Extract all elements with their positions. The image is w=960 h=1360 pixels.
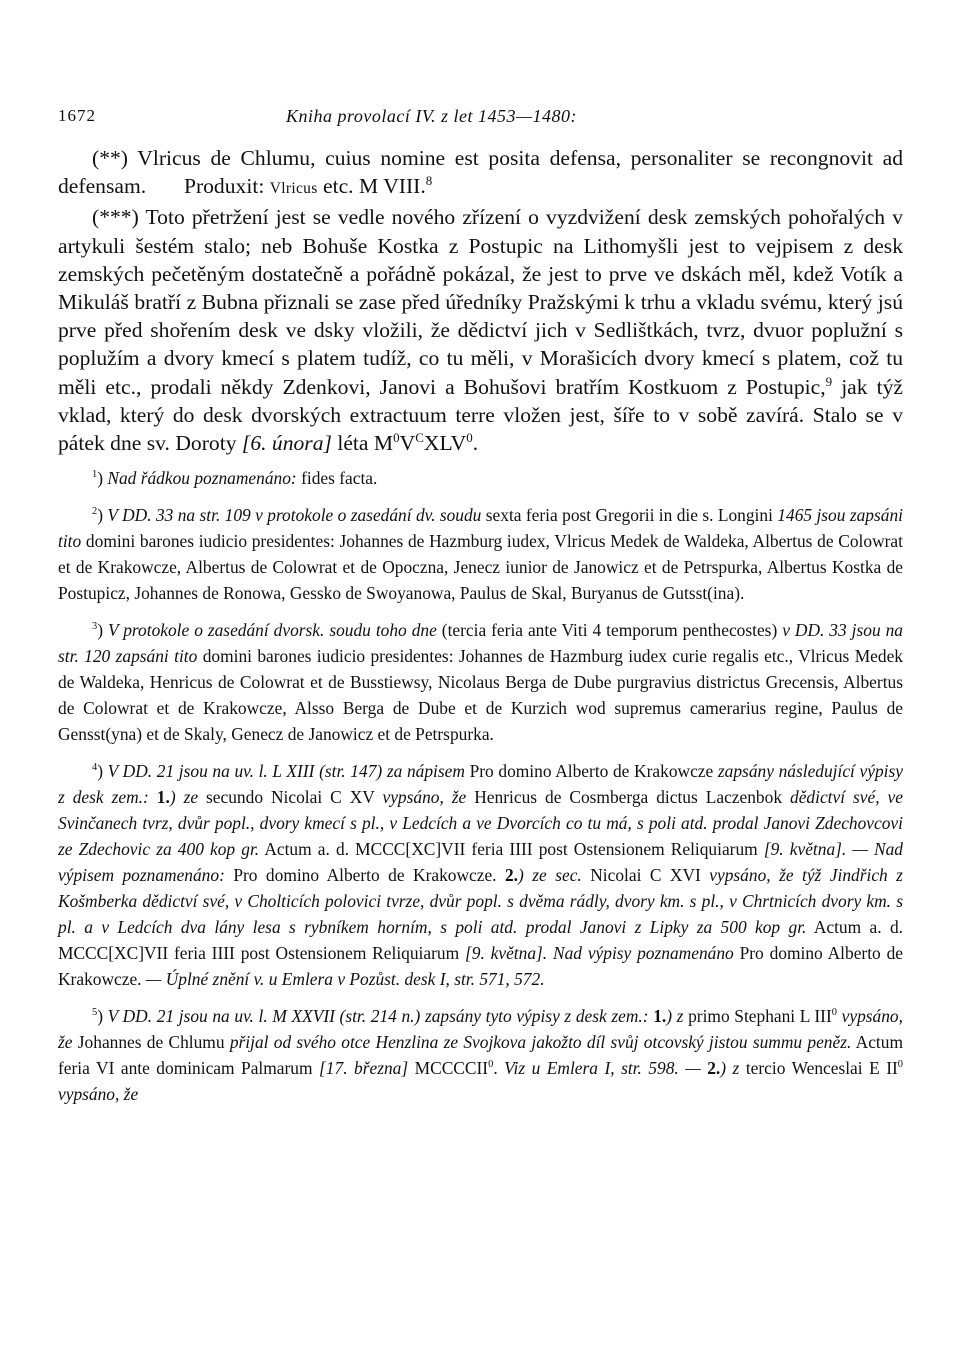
produxit-rest: etc. M VIII.	[323, 174, 426, 199]
footnote-italic: zapsány následující výpisy z desk zem.:	[58, 761, 903, 808]
footnote-1: $^1$) Nad řádkou poznamenáno: fides facta.	[92, 468, 378, 489]
year-text: léta M	[337, 431, 394, 456]
footnote-italic: ) ze	[169, 787, 199, 808]
footnote-number: 1	[92, 469, 98, 481]
footnote-italic: 1465 jsou zapsáni tito	[58, 505, 903, 552]
footnote-italic: V DD. 21 jsou na uv. l. L XIII (str. 147) za nápisem	[107, 761, 465, 782]
footnote-text: Actum feria VI ante dominicam Palmarum	[58, 1032, 903, 1079]
page-number: 1672	[58, 106, 96, 125]
footnote-italic: dědictví své, ve Svinčanech tvrz, dvůr popl., dvory kmecí s pl., v Ledcích a ve Dvorcích co tu má, s poli atd. prodal Janovi Zdechovcovi ze Zdechovic za 400 kop gr.	[58, 787, 903, 860]
footnote-italic: Nad řádkou poznamenáno:	[107, 468, 297, 489]
superscript: 0	[831, 1007, 837, 1019]
footnote-italic: ) z	[666, 1006, 684, 1027]
paragraph-text: Toto přetržení jest se vedle nového zřízení o vyzdvižení desk zemských pohořalých v artykuli šestém stalo; neb Bohuše Kostka z Postupic na Lithomyšli jest to vejpisem z desk zemských pečetěným dostatečně a pořádně pokázal, že jest to prve ve dskách měl, kdež Votík a Mikuláš bratří z Bubna přiznali se zase před úředníky Pražskými k trhu a vkladu svému, který jsú prve před shořením desk ve dsky vložili, že dědictví jich v Sedlištkách, tvrz, dvuor poplužní s poplužím a dvory kmecí s platem tudíž, co tu měli, v Morašicích dvory kmecí s platem, což tu měli etc., prodali někdy Zdenkovi, Janovi a Bohušovi bratřím Kostkuom z Postupic,	[58, 205, 903, 399]
footnote-number: 4	[92, 762, 98, 774]
main-text	[58, 144, 903, 457]
footnote-text: Pro domino Alberto de Krakowcze.	[58, 943, 904, 990]
footnote-text: (tercia feria ante Viti 4 temporum penthecostes)	[441, 620, 778, 641]
item-number: 2.	[504, 865, 519, 886]
produxit-label: Produxit:	[183, 174, 265, 199]
paragraph-text: jak týž vklad, který do desk dvorských extractuum terre vložen jest, šíře to v sobě zavírá. Stalo se v pátek dne sv. Doroty	[58, 374, 903, 456]
item-number: 2.	[707, 1058, 721, 1079]
footnote-text: domini barones iudicio presidentes: Johannes de Hazmburg iudex curie regalis etc., Vlricus Medek de Waldeka, Henricus de Colowrat et de Busstiewsy, Nicolaus Berga de Dube purgravius districtus Grecensis, Albertus de Colowrat et de Krakowcze, Alsso Berga de Dube et de Kurzich wod supremus camerarius regine, Paulus de Gensst(yna) et de Skaly, Genecz de Janowicz et de Petrspurka.	[58, 646, 903, 745]
footnote-italic: V DD. 33 na str. 109 v protokole o zasedání dv. soudu	[107, 505, 482, 526]
footnote-text: sexta feria post Gregorii in die s. Longini	[485, 505, 773, 526]
footnote-2: $^2$) V DD. 33 na str. 109 v protokole o zasedání dv. soudu sexta feria post Gregorii in die s. Longini 1465 jsou zapsáni tito domini barones iudicio presidentes: Johannes de Hazmburg iudex, Vlricus Medek de Waldeka, Albertus de Colowrat et de Krakowcze, Albertus de Colowrat et de Opoczna, Jenecz iunior de Janowicz et de Petrspurka, Albertus Kostka de Postupicz, Johannes de Ronowa, Gessko de Swoyanowa, Paulus de Skal, Buryanus de Gutsst(ina).	[58, 505, 903, 604]
footnote-italic: V DD. 21 jsou na uv. l. M XXVII (str. 214 n.) zapsány tyto výpisy z desk zem.:	[107, 1006, 649, 1027]
item-number: 1.	[653, 1006, 667, 1027]
footnote-5: $^5$) V DD. 21 jsou na uv. l. M XXVII (str. 214 n.) zapsány tyto výpisy z desk zem.: 1.) z primo Stephani L III$^0$ vypsáno, že Johannes de Chlumu přijal od svého otce Henzlina ze Svojkova jakožto díl svůj otcovský jistou summu peněz. Actum feria VI ante dominicam Palmarum [17. března] MCCCCII$^0$. Viz u Emlera I, str. 598. — 2.) z tercio Wenceslai E II$^0$ vypsáno, že	[58, 1006, 904, 1105]
produxit-name: Vlricus	[269, 180, 318, 198]
footnote-text: Actum a. d. MCCC[XC]VII feria IIII post Ostensionem Reliquiarum	[264, 839, 758, 860]
footnote-text: .	[493, 1058, 498, 1079]
footnote-italic: ) ze sec.	[518, 865, 582, 886]
footnote-text: Pro domino Alberto de Krakowcze	[469, 761, 714, 782]
year-text: XLV	[423, 431, 467, 456]
paragraph-note-2	[58, 144, 903, 203]
footnote-italic: vypsáno, že týž Jindřich z Košmberka dědictví své, v Cholticích polovici tvrze, dvůr popl. s dvěma rádly, dvory km. s pl., v Chrtnicích dvory km. s pl. a v Ledcích dva lány lesa s rybníkem horním, s poli atd. prodal Janovi z Lipky za 500 kop gr.	[58, 865, 903, 938]
year-superscript: 0	[466, 429, 473, 445]
footnote-text: domini barones iudicio presidentes: Johannes de Hazmburg iudex, Vlricus Medek de Waldeka, Albertus de Colowrat et de Krakowcze, Albertus de Colowrat et de Opoczna, Jenecz iunior de Janowicz et de Petrspurka, Albertus Kostka de Postupicz, Johannes de Ronowa, Gessko de Swoyanowa, Paulus de Skal, Buryanus de Gutsst(ina).	[58, 531, 903, 604]
footnote-italic: vypsáno, že	[382, 787, 467, 808]
superscript: 0	[488, 1059, 494, 1071]
paragraph-note-3	[58, 203, 903, 457]
footnote-text: tercio Wenceslai E II	[745, 1058, 898, 1079]
year-text: .	[472, 431, 479, 456]
running-title: Kniha provolací IV. z let 1453—1480:	[286, 106, 577, 126]
footnote-4: $^4$) V DD. 21 jsou na uv. l. L XIII (str. 147) za nápisem Pro domino Alberto de Krakowcze zapsány následující výpisy z desk zem.: 1.) ze secundo Nicolai C XV vypsáno, že Henricus de Cosmberga dictus Laczenbok dědictví své, ve Svinčanech tvrz, dvůr popl., dvory kmecí s pl., v Ledcích a ve Dvorcích co tu má, s poli atd. prodal Janovi Zdechovcovi ze Zdechovic za 400 kop gr. Actum a. d. MCCC[XC]VII feria IIII post Ostensionem Reliquiarum [9. května]. — Nad výpisem poznamenáno: Pro domino Alberto de Krakowcze. 2.) ze sec. Nicolai C XVI vypsáno, že týž Jindřich z Košmberka dědictví své, v Cholticích polovici tvrze, dvůr popl. s dvěma rádly, dvory km. s pl., v Chrtnicích dvory km. s pl. a v Ledcích dva lány lesa s rybníkem horním, s poli atd. prodal Janovi z Lipky za 500 kop gr. Actum a. d. MCCC[XC]VII feria IIII post Ostensionem Reliquiarum [9. května]. Nad výpisy poznamenáno Pro domino Alberto de Krakowcze. — Úplné znění v. u Emlera v Pozůst. desk I, str. 571, 572.	[58, 761, 904, 990]
footnote-3: $^3$) V protokole o zasedání dvorsk. soudu toho dne (tercia feria ante Viti 4 temporum penthecostes) v DD. 33 jsou na str. 120 zapsáni tito domini barones iudicio presidentes: Johannes de Hazmburg iudex curie regalis etc., Vlricus Medek de Waldeka, Henricus de Colowrat et de Busstiewsy, Nicolaus Berga de Dube purgravius districtus Grecensis, Albertus de Colowrat et de Krakowcze, Alsso Berga de Dube et de Kurzich wod supremus camerarius regine, Paulus de Gensst(yna) et de Skaly, Genecz de Janowicz et de Petrspurka.	[58, 620, 903, 745]
year-text: V	[399, 431, 416, 456]
running-header	[58, 98, 903, 128]
footnote-text: primo Stephani L III	[688, 1006, 832, 1027]
footnote-text: Actum a. d. MCCC[XC]VII feria IIII post Ostensionem Reliquiarum	[58, 917, 904, 964]
date-note: [6. února]	[241, 431, 332, 456]
footnote-italic: [17. března]	[319, 1058, 409, 1079]
footnote-ref: 8	[425, 173, 433, 189]
footnote-text: fides facta.	[301, 468, 378, 489]
year-superscript: C	[415, 429, 424, 445]
footnote-italic: [9. května]. Nad výpisy poznamenáno	[464, 943, 734, 964]
footnote-italic: — Úplné znění v. u Emlera v Pozůst. desk I, str. 571, 572.	[145, 969, 545, 990]
item-number: 1.	[156, 787, 170, 808]
footnotes	[58, 465, 903, 1107]
document-page	[58, 98, 903, 1118]
footnote-italic: Viz u Emlera I, str. 598. —	[504, 1058, 701, 1079]
footnote-italic: v DD. 33 jsou na str. 120 zapsáni tito	[58, 620, 903, 667]
footnote-italic: vypsáno, že	[58, 1084, 139, 1105]
footnote-ref: 9	[825, 373, 833, 389]
footnote-text: Johannes de Chlumu	[77, 1032, 225, 1053]
footnote-italic: [9. května]. — Nad výpisem poznamenáno:	[58, 839, 903, 886]
footnote-text: secundo Nicolai C XV	[206, 787, 375, 808]
footnote-text: Henricus de Cosmberga dictus Laczenbok	[474, 787, 783, 808]
footnote-number: 2	[92, 506, 98, 518]
footnote-italic: ) z	[720, 1058, 740, 1079]
footnote-italic: vypsáno, že	[58, 1006, 903, 1053]
superscript: 0	[897, 1059, 904, 1071]
paragraph-text: Vlricus de Chlumu, cuius nomine est posita defensa, personaliter se recongnovit ad defensam.	[58, 146, 904, 199]
paragraph-marker: (***)	[92, 205, 139, 230]
footnote-text: Nicolai C XVI	[590, 865, 701, 886]
paragraph-marker: (**)	[92, 146, 128, 170]
footnote-text: Pro domino Alberto de Krakowcze.	[233, 865, 497, 886]
footnote-italic: přijal od svého otce Henzlina ze Svojkova jakožto díl svůj otcovský jistou summu peněz.	[229, 1032, 852, 1053]
footnote-text: MCCCCII	[414, 1058, 489, 1079]
footnote-number: 3	[92, 621, 98, 633]
footnote-italic: V protokole o zasedání dvorsk. soudu toho dne	[107, 620, 437, 641]
footnote-number: 5	[92, 1007, 98, 1019]
year-superscript: 0	[393, 429, 400, 445]
